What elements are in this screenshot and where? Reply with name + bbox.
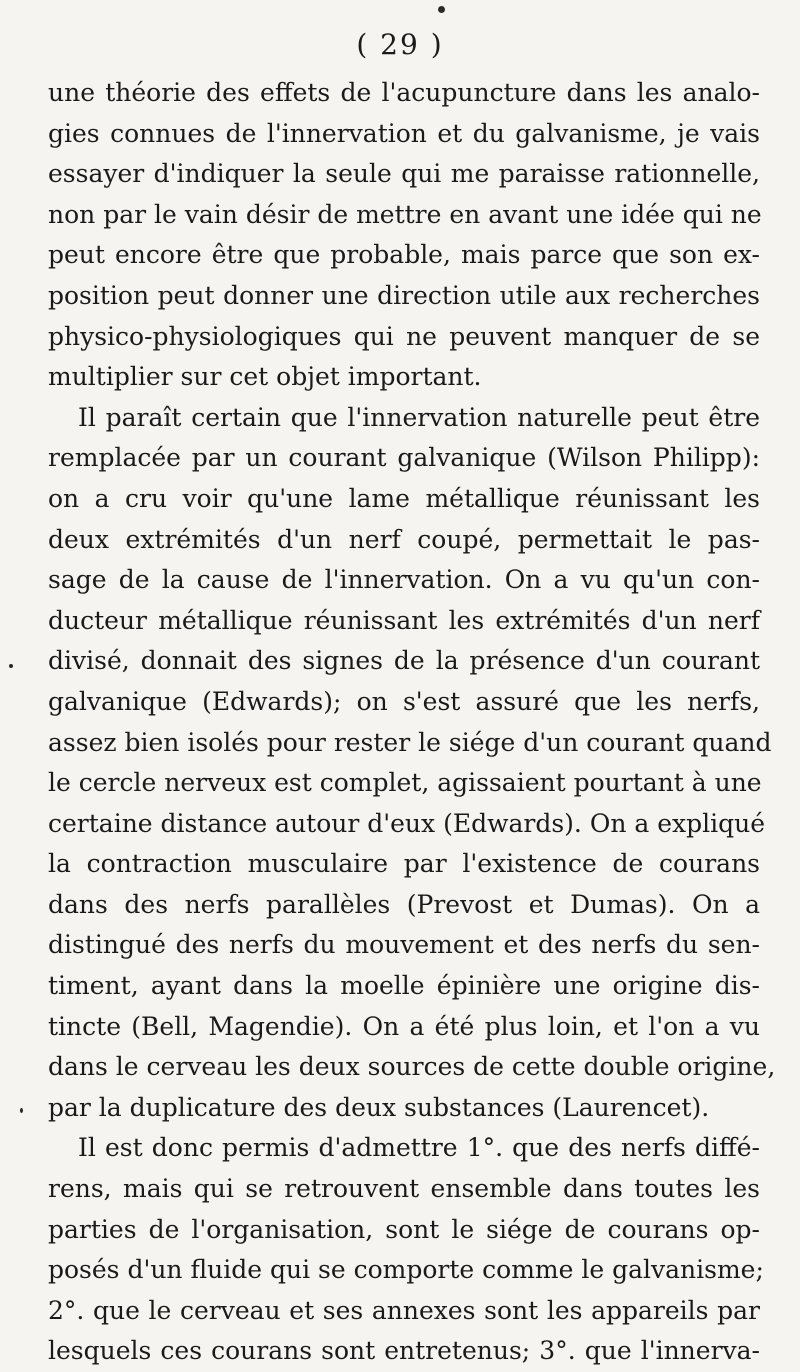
text-line: multiplier sur cet objet important. [48,362,482,392]
page-number: ( 29 ) [356,28,444,61]
ink-speck [20,1108,23,1113]
body-text [48,73,776,1372]
text-line: parties de l'organisation, sont le siége de courans op- [48,1214,760,1244]
text-line: ducteur métallique réunissant les extrémités d'un nerf [48,605,760,635]
text-line: galvanique (Edwards); on s'est assuré que les nerfs, [48,686,760,716]
text-line: distingué des nerfs du mouvement et des nerfs du sen- [48,930,760,960]
text-line: posés d'un fluide qui se comporte comme le galvanisme; [48,1255,764,1285]
text-line: gies connues de l'innervation et du galvanisme, je vais [48,118,760,148]
ink-speck [438,6,445,13]
ink-speck [9,664,13,668]
text-line: dans le cerveau les deux sources de cette double origine, [48,1052,776,1082]
text-line: rens, mais qui se retrouvent ensemble dans toutes les [48,1174,760,1204]
text-line: tincte (Bell, Magendie). On a été plus loin, et l'on a vu [48,1011,760,1041]
text-line: timent, ayant dans la moelle épinière une origine dis- [48,971,760,1001]
text-line: lesquels ces courans sont entretenus; 3°. que l'innerva- [48,1336,760,1366]
text-line: assez bien isolés pour rester le siége d'un courant quand [48,727,772,757]
text-line: essayer d'indiquer la seule qui me paraisse rationnelle, [48,159,760,189]
text-line: on a cru voir qu'une lame métallique réunissant les [48,483,760,513]
text-line: le cercle nerveux est complet, agissaient pourtant à une [48,768,762,798]
text-line: non par le vain désir de mettre en avant une idée qui ne [48,199,762,229]
text-line: divisé, donnait des signes de la présence d'un courant [48,646,760,676]
text-line: par la duplicature des deux substances (Laurencet). [48,1092,710,1122]
text-line: position peut donner une direction utile aux recherches [48,280,760,310]
text-line: deux extrémités d'un nerf coupé, permettait le pas- [48,524,760,554]
text-line: certaine distance autour d'eux (Edwards). On a expliqué [48,808,766,838]
text-line: dans des nerfs parallèles (Prevost et Dumas). On a [48,889,760,919]
text-line: Il est donc permis d'admettre 1°. que des nerfs diffé- [78,1133,760,1163]
text-line: 2°. que le cerveau et ses annexes sont les appareils par [48,1295,760,1325]
text-line: remplacée par un courant galvanique (Wilson Philipp): [48,443,760,473]
text-line: peut encore être que probable, mais parce que son ex- [48,240,760,270]
text-line: une théorie des effets de l'acupuncture dans les analo- [48,78,760,107]
text-line: sage de la cause de l'innervation. On a vu qu'un con- [48,565,760,595]
text-line: la contraction musculaire par l'existence de courans [48,849,760,879]
text-line: physico-physiologiques qui ne peuvent manquer de se [48,321,760,351]
text-line: Il paraît certain que l'innervation naturelle peut être [78,402,760,432]
